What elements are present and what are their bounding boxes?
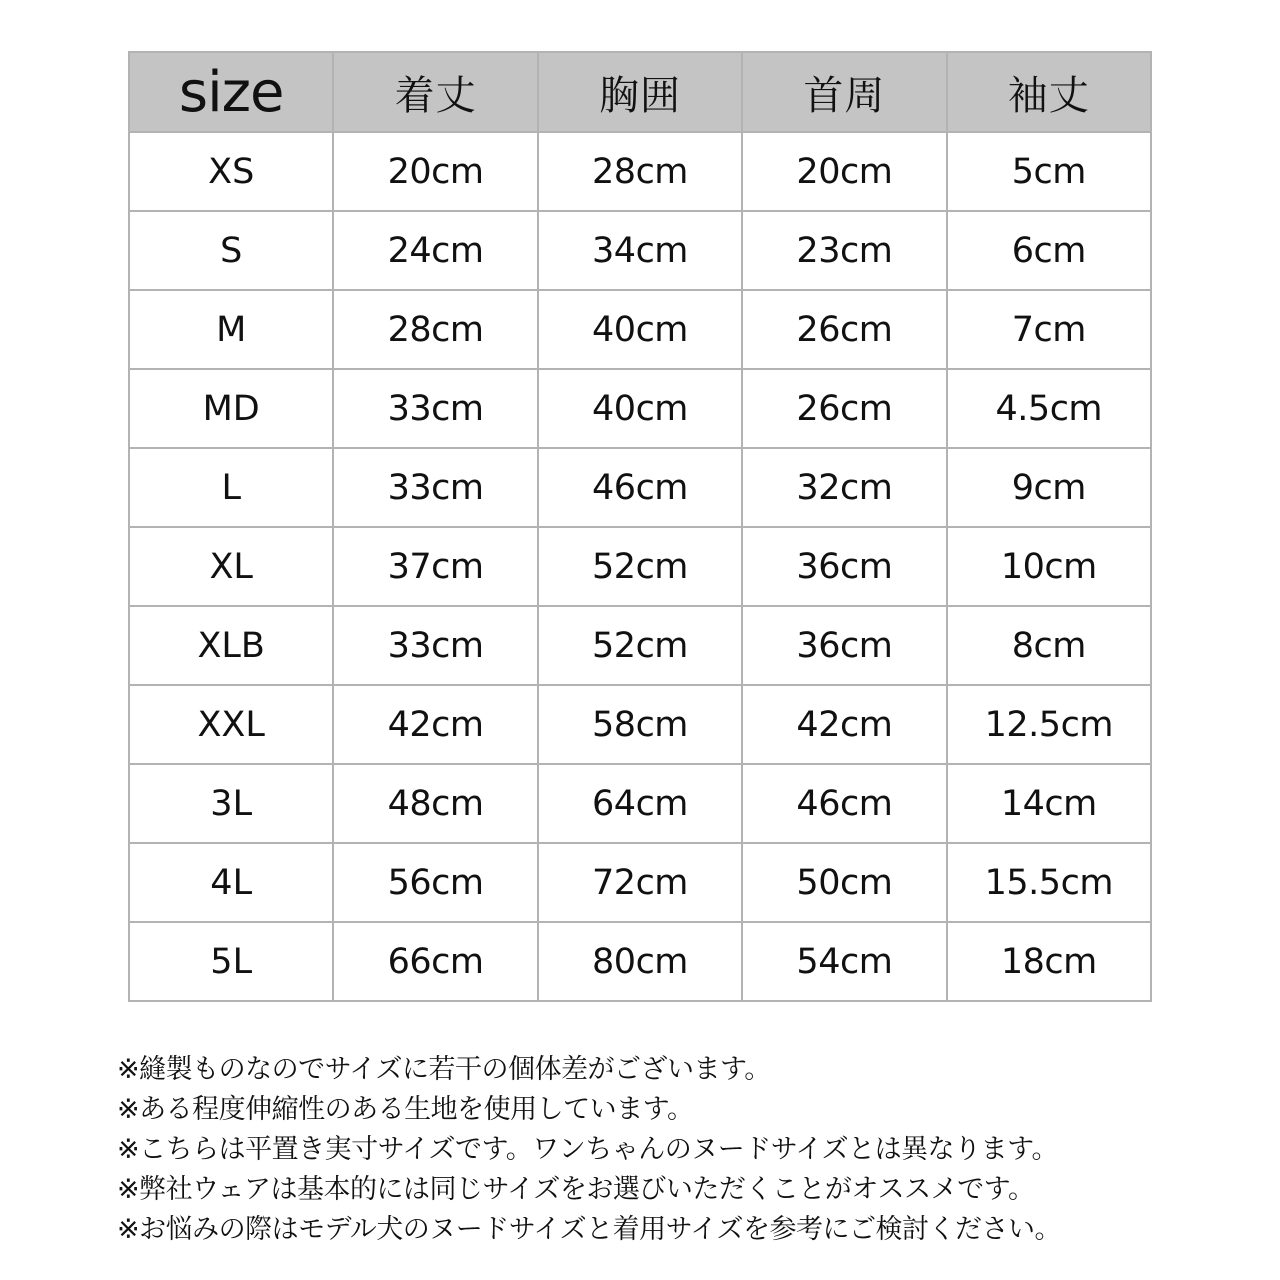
sleeve-cell: 18cm — [947, 922, 1151, 1001]
chest-cell: 34cm — [538, 211, 742, 290]
chest-cell: 80cm — [538, 922, 742, 1001]
length-cell: 33cm — [333, 448, 537, 527]
sleeve-cell: 4.5cm — [947, 369, 1151, 448]
neck-cell: 26cm — [742, 369, 946, 448]
table-row — [129, 211, 1151, 290]
length-cell: 56cm — [333, 843, 537, 922]
size-cell: MD — [129, 369, 333, 448]
table-row — [129, 685, 1151, 764]
sleeve-cell: 7cm — [947, 290, 1151, 369]
sleeve-cell: 9cm — [947, 448, 1151, 527]
column-header-chest: 胸囲 — [538, 52, 742, 132]
length-cell: 28cm — [333, 290, 537, 369]
chest-cell: 58cm — [538, 685, 742, 764]
sleeve-cell: 15.5cm — [947, 843, 1151, 922]
column-header-size: size — [129, 52, 333, 132]
size-chart-table — [128, 51, 1152, 1002]
neck-cell: 50cm — [742, 843, 946, 922]
table-row — [129, 764, 1151, 843]
chest-cell: 28cm — [538, 132, 742, 211]
notes-section — [117, 1050, 1267, 1250]
neck-cell: 42cm — [742, 685, 946, 764]
table-header-row — [129, 52, 1151, 132]
sleeve-cell: 6cm — [947, 211, 1151, 290]
table-row — [129, 843, 1151, 922]
length-cell: 33cm — [333, 369, 537, 448]
table-row — [129, 290, 1151, 369]
sleeve-cell: 12.5cm — [947, 685, 1151, 764]
size-cell: 3L — [129, 764, 333, 843]
size-cell: XS — [129, 132, 333, 211]
neck-cell: 36cm — [742, 606, 946, 685]
chest-cell: 40cm — [538, 290, 742, 369]
chest-cell: 64cm — [538, 764, 742, 843]
size-cell: S — [129, 211, 333, 290]
neck-cell: 20cm — [742, 132, 946, 211]
size-cell: XXL — [129, 685, 333, 764]
chest-cell: 72cm — [538, 843, 742, 922]
length-cell: 37cm — [333, 527, 537, 606]
column-header-length: 着丈 — [333, 52, 537, 132]
size-cell: XL — [129, 527, 333, 606]
length-cell: 20cm — [333, 132, 537, 211]
note-size-recommendation: ※弊社ウェアは基本的には同じサイズをお選びいただくことがオススメです。 — [117, 1174, 1035, 1205]
table-row — [129, 132, 1151, 211]
table-row — [129, 527, 1151, 606]
size-cell: L — [129, 448, 333, 527]
size-cell: 4L — [129, 843, 333, 922]
sleeve-cell: 10cm — [947, 527, 1151, 606]
size-cell: XLB — [129, 606, 333, 685]
chest-cell: 46cm — [538, 448, 742, 527]
length-cell: 48cm — [333, 764, 537, 843]
chest-cell: 40cm — [538, 369, 742, 448]
neck-cell: 32cm — [742, 448, 946, 527]
note-flat-measurement: ※こちらは平置き実寸サイズです。ワンちゃんのヌードサイズとは異なります。 — [117, 1134, 1058, 1165]
sleeve-cell: 5cm — [947, 132, 1151, 211]
size-cell: M — [129, 290, 333, 369]
sleeve-cell: 14cm — [947, 764, 1151, 843]
chest-cell: 52cm — [538, 606, 742, 685]
length-cell: 24cm — [333, 211, 537, 290]
neck-cell: 23cm — [742, 211, 946, 290]
table-row — [129, 369, 1151, 448]
neck-cell: 54cm — [742, 922, 946, 1001]
neck-cell: 36cm — [742, 527, 946, 606]
neck-cell: 46cm — [742, 764, 946, 843]
table-row — [129, 922, 1151, 1001]
column-header-neck: 首周 — [742, 52, 946, 132]
table-row — [129, 606, 1151, 685]
length-cell: 66cm — [333, 922, 537, 1001]
size-cell: 5L — [129, 922, 333, 1001]
sleeve-cell: 8cm — [947, 606, 1151, 685]
note-sewing-variance: ※縫製ものなのでサイズに若干の個体差がございます。 — [117, 1054, 771, 1085]
column-header-sleeve: 袖丈 — [947, 52, 1151, 132]
note-model-dog-reference: ※お悩みの際はモデル犬のヌードサイズと着用サイズを参考にご検討ください。 — [117, 1214, 1061, 1245]
length-cell: 33cm — [333, 606, 537, 685]
neck-cell: 26cm — [742, 290, 946, 369]
note-stretch-fabric: ※ある程度伸縮性のある生地を使用しています。 — [117, 1094, 694, 1125]
length-cell: 42cm — [333, 685, 537, 764]
chest-cell: 52cm — [538, 527, 742, 606]
table-row — [129, 448, 1151, 527]
